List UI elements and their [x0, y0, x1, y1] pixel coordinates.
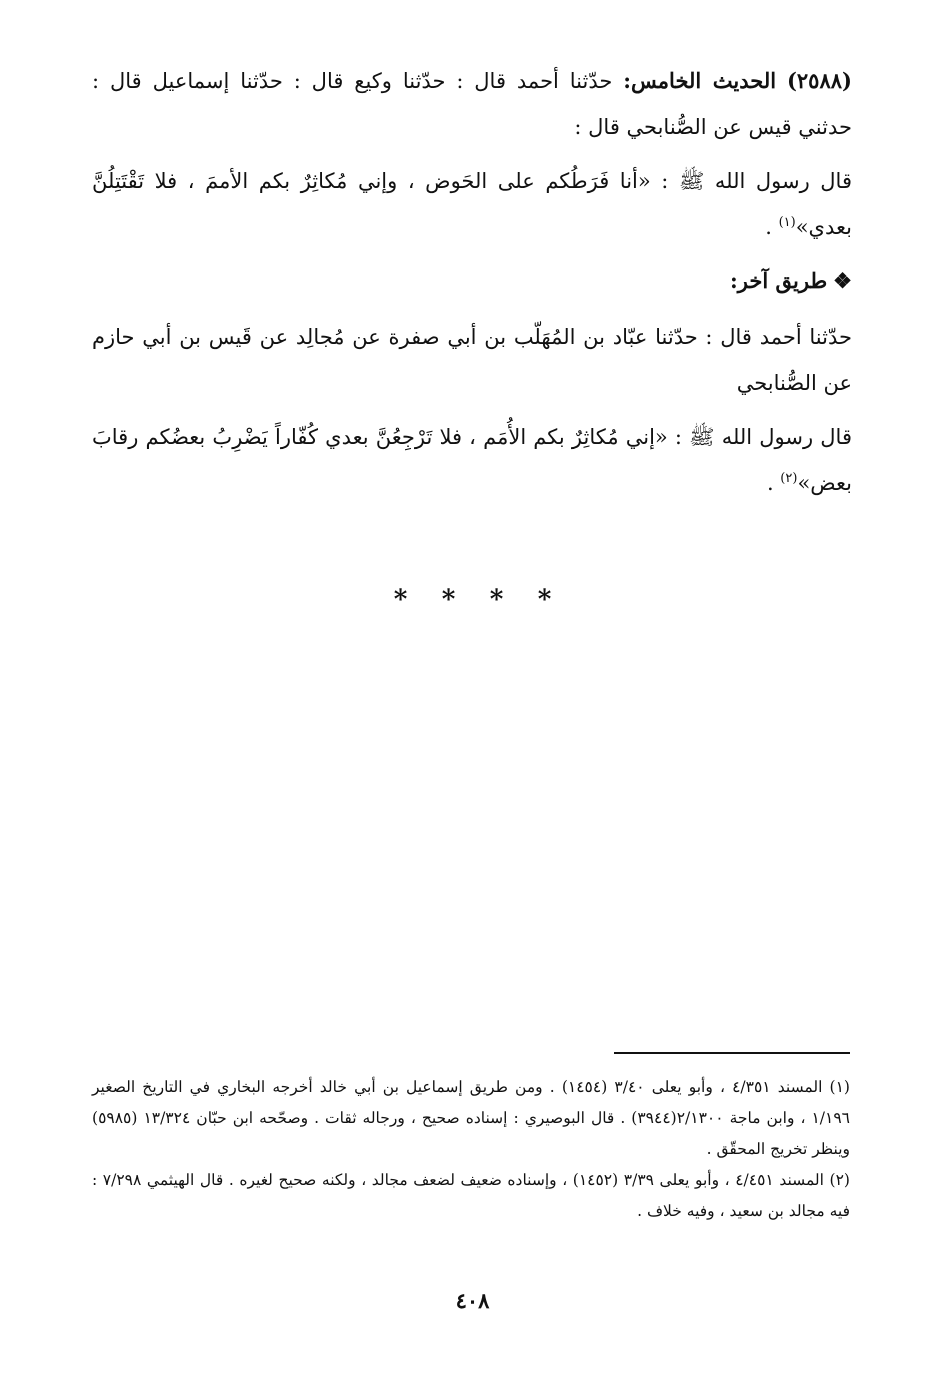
other-route-matn [92, 414, 852, 506]
footnote-ref-1: (١) [778, 215, 796, 230]
other-route-matn-intro: قال رسول الله ﷺ : [667, 425, 852, 449]
footnote-2 [92, 1165, 850, 1227]
other-route-matn-end: . [766, 471, 781, 495]
section-separator [0, 585, 945, 615]
diamond-icon: ❖ [833, 268, 852, 293]
footnote-text: المسند ٤/٤٥١ ، وأبو يعلى ٣/٣٩ (١٤٥٢) ، وإسناده ضعيف لضعف مجالد ، ولكنه صحيح لغيره . قال الهيثمي ٧/٢٩٨ : فيه مجالد بن سعيد ، وفيه خلاف . [92, 1171, 850, 1220]
page-number: ٤٠٨ [455, 1288, 490, 1313]
other-route-isnad [92, 314, 852, 406]
footnote-label: (٢) [829, 1171, 850, 1189]
matn-text: «أنا فَرَطُكم على الحَوض ، وإني مُكاثِرٌ بكم الأممَ ، فلا تَقْتَتِلُنَّ بعدي» [92, 169, 852, 239]
footnote-1 [92, 1072, 850, 1165]
separator-star-icon: * [489, 585, 504, 615]
hadith-matn [92, 158, 852, 250]
separator-star-icon: * [537, 585, 552, 615]
hadith-paragraph [92, 58, 852, 150]
footnote-text: المسند ٤/٣٥١ ، وأبو يعلى ٣/٤٠ (١٤٥٤) . ومن طريق إسماعيل بن أبي خالد أخرجه البخاري في التاريخ الصغير ١/١٩٦ ، وابن ماجة ٢/١٣٠٠(٣٩٤٤) . قال البوصيري : إسناده صحيح ، ورجاله ثقات . وصحّحه ابن حبّان ١٣/٣٢٤ (٥٩٨٥) وينظر تخريج المحقّق . [92, 1078, 850, 1158]
main-text [92, 58, 852, 514]
separator-star-icon: * [393, 585, 408, 615]
footnote-divider [614, 1052, 850, 1054]
other-route-heading [92, 258, 852, 304]
hadith-heading: الحديث الخامس: [623, 68, 777, 93]
separator-star-icon: * [441, 585, 456, 615]
matn-intro: قال رسول الله ﷺ : [650, 169, 852, 193]
footnote-ref-2: (٢) [780, 471, 798, 486]
hadith-isnad: حدّثنا أحمد قال : حدّثنا وكيع قال : حدّثنا إسماعيل قال : حدثني قيس عن الصُّنابحي قال : [92, 69, 852, 139]
footnotes [92, 1072, 850, 1227]
other-route-title: طريق آخر: [730, 268, 828, 293]
matn-end: . [765, 215, 779, 239]
footnote-label: (١) [829, 1078, 850, 1096]
hadith-number: (٢٥٨٨) [786, 68, 852, 93]
other-route-matn-text: «إني مُكاثِرٌ بكم الأُمَم ، فلا تَرْجِعُنَّ بعدي كُفّاراً يَضْرِبُ بعضُكم رقابَ بعض» [92, 425, 852, 495]
other-route-isnad-text: حدّثنا أحمد قال : حدّثنا عبّاد بن المُهَلّب بن أبي صفرة عن مُجالِد عن قَيس بن أبي حازم عن الصُّنابحي [92, 325, 852, 395]
